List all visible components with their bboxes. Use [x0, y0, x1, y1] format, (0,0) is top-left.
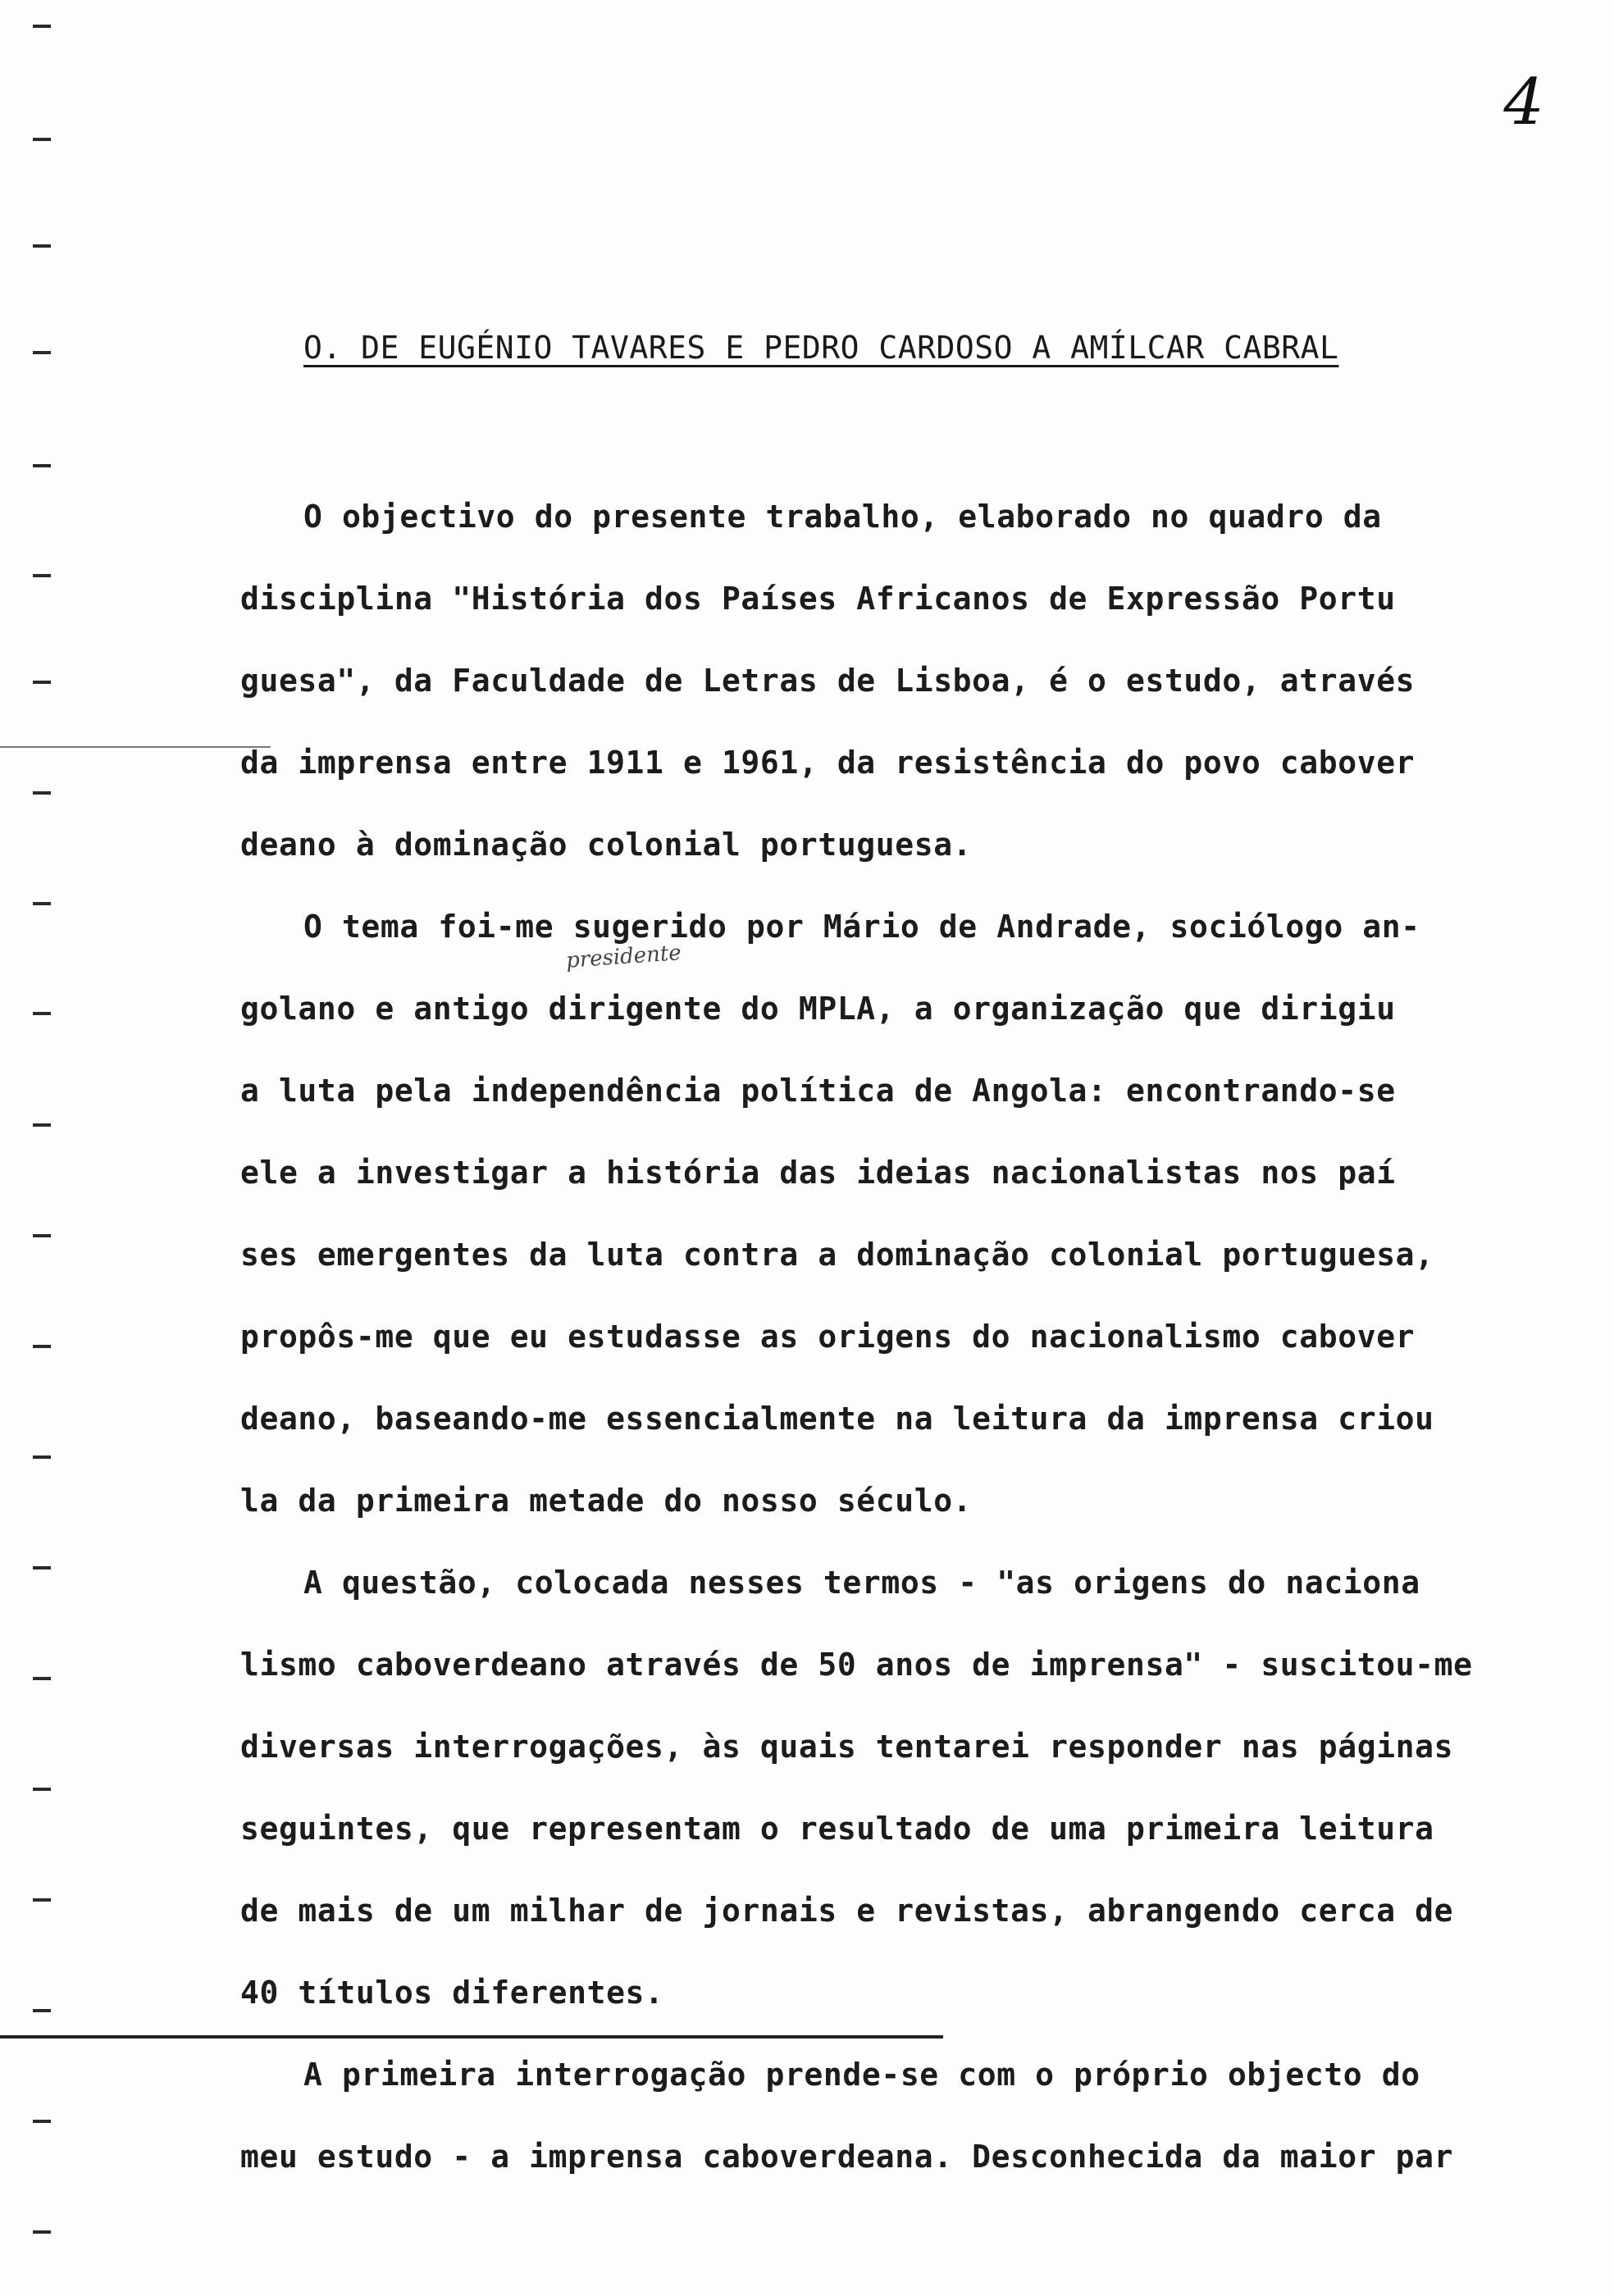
margin-tick: [33, 244, 51, 248]
text-line: de mais de um milhar de jornais e revistas, abrangendo cerca de: [240, 1893, 1454, 1929]
margin-tick: [33, 1566, 51, 1569]
text-line: O tema foi-me sugerido por Mário de Andrade, sociólogo an-: [303, 909, 1420, 945]
text-line: da imprensa entre 1911 e 1961, da resistência do povo cabover: [240, 745, 1416, 781]
document-title: O. DE EUGÉNIO TAVARES E PEDRO CARDOSO A AMÍLCAR CABRAL: [303, 330, 1339, 366]
text-line: lismo caboverdeano através de 50 anos de imprensa" - suscitou-me: [240, 1647, 1473, 1683]
text-line: propôs-me que eu estudasse as origens do nacionalismo cabover: [240, 1319, 1416, 1355]
text-line: deano à dominação colonial portuguesa.: [240, 827, 973, 863]
margin-tick: [33, 1012, 51, 1015]
text-line: deano, baseando-me essencialmente na leitura da imprensa criou: [240, 1401, 1434, 1437]
text-line: ele a investigar a história das ideias nacionalistas nos paí: [240, 1155, 1396, 1191]
margin-tick: [33, 1788, 51, 1791]
margin-tick: [33, 1345, 51, 1348]
page-number: 4: [1503, 66, 1544, 139]
margin-tick: [33, 351, 51, 354]
margin-tick: [33, 681, 51, 684]
margin-tick: [33, 25, 51, 28]
margin-tick: [33, 1677, 51, 1680]
margin-tick: [33, 1898, 51, 1902]
margin-tick: [33, 1123, 51, 1127]
handwritten-annotation: presidente: [565, 941, 682, 973]
margin-tick: [33, 464, 51, 467]
text-line: A questão, colocada nesses termos - "as origens do naciona: [303, 1565, 1420, 1601]
text-line: seguintes, que representam o resultado de uma primeira leitura: [240, 1811, 1434, 1847]
text-line: guesa", da Faculdade de Letras de Lisboa, é o estudo, através: [240, 663, 1416, 699]
margin-tick: [33, 574, 51, 577]
text-line: A primeira interrogação prende-se com o próprio objecto do: [303, 2057, 1420, 2093]
text-line: diversas interrogações, às quais tentarei responder nas páginas: [240, 1729, 1454, 1765]
text-line: meu estudo - a imprensa caboverdeana. Desconhecida da maior par: [240, 2139, 1454, 2175]
scan-rule: [0, 746, 271, 748]
margin-tick: [33, 791, 51, 795]
text-line: O objectivo do presente trabalho, elaborado no quadro da: [303, 499, 1382, 535]
text-line: a luta pela independência política de Angola: encontrando-se: [240, 1073, 1396, 1109]
text-line: 40 títulos diferentes.: [240, 1975, 664, 2011]
text-line: ses emergentes da luta contra a dominação colonial portuguesa,: [240, 1237, 1434, 1273]
margin-tick: [33, 1234, 51, 1237]
scan-rule: [0, 2035, 943, 2039]
margin-tick: [33, 1456, 51, 1459]
text-line: disciplina "História dos Países Africanos de Expressão Portu: [240, 581, 1396, 617]
text-line: la da primeira metade do nosso século.: [240, 1483, 973, 1519]
margin-tick: [33, 2009, 51, 2012]
margin-tick: [33, 138, 51, 141]
margin-tick: [33, 902, 51, 905]
margin-tick: [33, 2230, 51, 2234]
text-line: golano e antigo dirigente do MPLA, a organização que dirigiu: [240, 991, 1396, 1027]
margin-tick: [33, 2120, 51, 2123]
